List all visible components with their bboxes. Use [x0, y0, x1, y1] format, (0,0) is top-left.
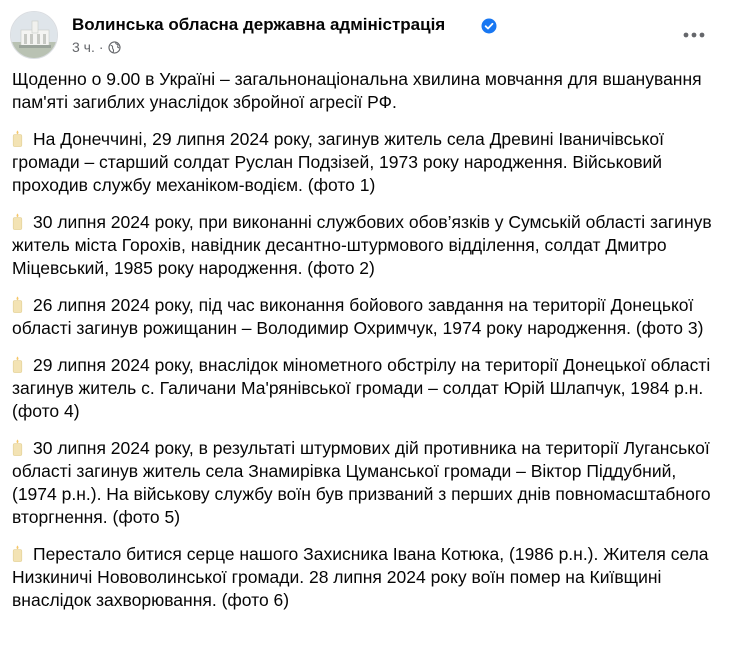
post-entry-6: [12, 543, 724, 612]
post-entry-3: [12, 294, 724, 340]
post-entry-4: [12, 354, 724, 423]
candle-icon: [12, 296, 23, 313]
page-avatar[interactable]: [10, 11, 58, 59]
verified-badge-icon: [481, 18, 497, 34]
entry-text: 30 липня 2024 року, в результаті штурмових дій противника на території Луганської області загинув житель села Знамирівка Цуманської громади – Віктор Піддубний, (1974 р.н.). На військову службу воїн був призваний з перших днів повномасштабного вторгнення. (фото 5): [12, 438, 711, 527]
entry-text: Перестало битися серце нашого Захисника Івана Котюка, (1986 р.н.). Жителя села Низкиничі Нововолинської громади. 28 липня 2024 року воїн помер на Київщині внаслідок захворювання. (фото 6): [12, 544, 709, 610]
post-timestamp[interactable]: 3 ч.: [72, 39, 95, 55]
post-entry-1: [12, 128, 724, 197]
candle-icon: [12, 356, 23, 373]
post-body: [12, 68, 724, 626]
avatar-image: [11, 12, 58, 59]
entry-text: 29 липня 2024 року, внаслідок мінометного обстрілу на території Донецької області загинув житель с. Галичани Ма'рянівської громади – солдат Юрій Шлапчук, 1984 р.н. (фото 4): [12, 355, 711, 421]
post-intro-text: Щоденно о 9.00 в Україні – загальнонаціональна хвилина мовчання для вшанування пам'яті загиблих унаслідок збройної агресії РФ.: [12, 69, 702, 112]
post-entry-2: [12, 211, 724, 280]
post-entry-5: [12, 437, 724, 529]
post-header: [10, 8, 724, 62]
more-horizontal-icon: [683, 32, 705, 38]
globe-icon[interactable]: [108, 41, 121, 54]
post-meta: [72, 38, 121, 56]
entry-text: 30 липня 2024 року, при виконанні службових обов’язків у Сумській області загинув житель міста Горохів, навідник десантно-штурмового відділення, солдат Дмитро Міцевський, 1985 року народження. (фото 2): [12, 212, 712, 278]
candle-icon: [12, 130, 23, 147]
page-name-link[interactable]: Волинська обласна державна адміністрація: [72, 15, 446, 34]
more-options-button[interactable]: [676, 17, 712, 53]
candle-icon: [12, 439, 23, 456]
entry-text: На Донеччині, 29 липня 2024 року, загинув житель села Древині Іваничівської громади – старший солдат Руслан Подзізей, 1973 року народження. Військовий проходив службу механіком-водієм. (фото 1): [12, 129, 664, 195]
entry-text: 26 липня 2024 року, під час виконання бойового завдання на території Донецької області загинув рожищанин – Володимир Охримчук, 1974 року народження. (фото 3): [12, 295, 704, 338]
candle-icon: [12, 213, 23, 230]
meta-separator: ·: [98, 39, 104, 55]
candle-icon: [12, 545, 23, 562]
